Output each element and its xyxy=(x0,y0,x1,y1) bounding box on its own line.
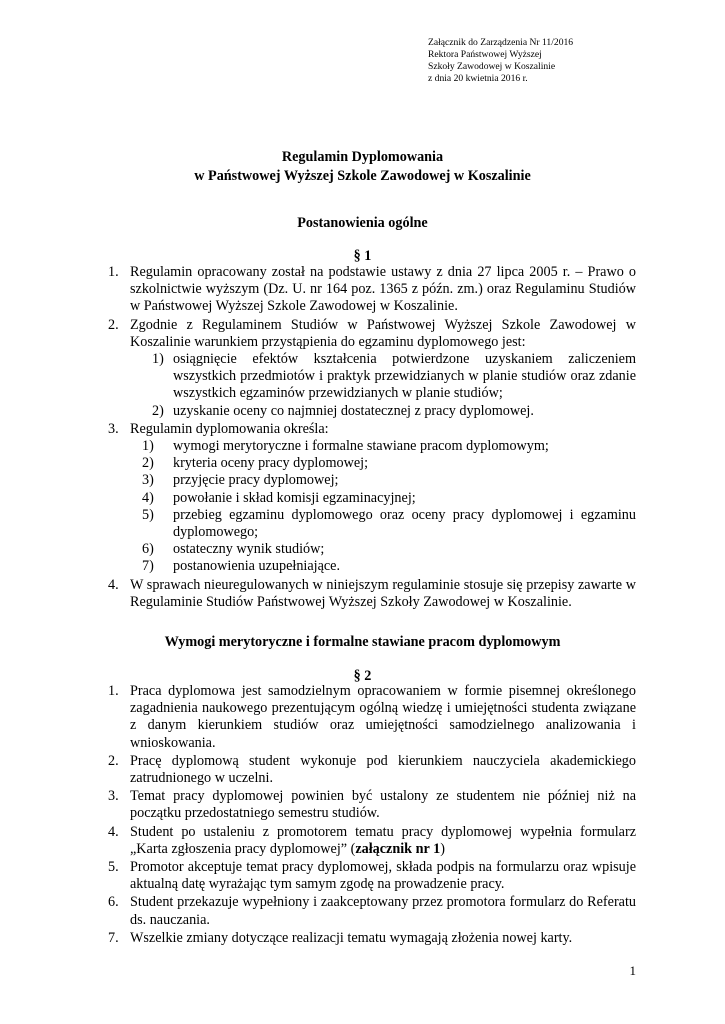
list-item-number: 6. xyxy=(108,894,119,911)
list-item xyxy=(0,753,725,787)
sub-item-number: 1) xyxy=(142,438,154,455)
sub-item xyxy=(130,472,636,489)
sub-item-text: powołanie i skład komisji egzaminacyjnej; xyxy=(173,489,416,506)
sub-item xyxy=(130,541,636,558)
sub-item xyxy=(130,438,636,455)
list-item-text: Pracę dyplomową student wykonuje pod kierunkiem nauczyciela akademickiego zatrudnionego w uczelni. xyxy=(130,752,636,787)
list-item xyxy=(0,683,725,752)
list-item-text: Wszelkie zmiany dotyczące realizacji tematu wymagają złożenia nowej karty. xyxy=(130,929,573,946)
list-item-text: Student przekazuje wypełniony i zaakceptowany przez promotora formularz do Referatu ds. nauczania. xyxy=(130,894,636,928)
sub-item xyxy=(130,507,636,541)
page-number: 1 xyxy=(629,963,636,978)
sub-item-number: 7) xyxy=(142,558,154,575)
document-title-line: Regulamin Dyplomowania xyxy=(281,149,444,165)
list-item-text-part: Student po ustaleniu z promotorem tematu pracy dyplomowej wypełnia formularz „Karta zgłoszenia pracy dyplomowej” ( xyxy=(130,823,636,857)
list-item-number: 4. xyxy=(108,576,119,593)
sub-item-text: ostateczny wynik studiów; xyxy=(173,541,325,558)
sub-item xyxy=(130,455,636,472)
list-item xyxy=(0,577,725,611)
list-item-text: Praca dyplomowa jest samodzielnym opracowaniem w formie pisemnej określonego zagadnienia naukowego prezentującym ogólną wiedzę i umiejętności studenta związane z danym kierunkiem studiów oraz umiejętności samodzielnego analizowania i wnioskowania. xyxy=(130,683,636,751)
attachment-note-line: z dnia 20 kwietnia 2016 r. xyxy=(428,73,528,84)
list-item xyxy=(0,788,725,822)
list-item xyxy=(0,930,725,947)
list-item-number: 3. xyxy=(108,420,119,437)
list-item-number: 5. xyxy=(108,859,119,876)
list-item-text: Promotor akceptuje temat pracy dyplomowej, składa podpis na formularzu oraz wpisuje aktualną datę wyrażając tym samym zgodę na prowadzenie pracy. xyxy=(130,859,636,893)
attachment-note-line: Załącznik do Zarządzenia Nr 11/2016 xyxy=(428,37,574,48)
attachment-note-line: Szkoły Zawodowej w Koszalinie xyxy=(428,61,556,72)
list-item-text xyxy=(130,824,636,858)
sub-item-text: kryteria oceny pracy dyplomowej; xyxy=(173,455,369,472)
attachment-note-line: Rektora Państwowej Wyższej xyxy=(428,49,542,60)
sub-item-text: osiągnięcie efektów kształcenia potwierdzone uzyskaniem zaliczeniem wszystkich przedmiotów i praktyk przewidzianych w planie studiów oraz zdanie wszystkich egzaminów przewidzianych w planie studiów; xyxy=(173,351,636,402)
list-item-text: Regulamin dyplomowania określa: xyxy=(130,420,329,437)
paragraph-mark-1: § 1 xyxy=(353,248,372,264)
sub-item-text: przyjęcie pracy dyplomowej; xyxy=(173,472,339,489)
list-item-number: 3. xyxy=(108,788,119,805)
sub-item-number: 2) xyxy=(152,402,164,419)
sub-item xyxy=(130,351,636,403)
sub-item-text: uzyskanie oceny co najmniej dostatecznej z pracy dyplomowej. xyxy=(173,402,534,419)
sub-item-number: 4) xyxy=(142,489,154,506)
list-item xyxy=(0,859,725,893)
list-item-number: 4. xyxy=(108,823,119,840)
list-item-number: 1. xyxy=(108,683,119,699)
sub-item-number: 2) xyxy=(142,455,154,472)
list-item xyxy=(0,421,725,576)
list-item-number: 2. xyxy=(108,752,119,769)
paragraph-mark-2: § 2 xyxy=(353,668,372,684)
list-item-number: 1. xyxy=(108,264,119,280)
document-title xyxy=(0,148,725,186)
section-heading-requirements: Wymogi merytoryczne i formalne stawiane pracom dyplomowym xyxy=(164,634,561,650)
sub-item-number: 3) xyxy=(142,472,154,489)
sub-item-text: wymogi merytoryczne i formalne stawiane pracom dyplomowym; xyxy=(173,438,549,455)
section2-list xyxy=(0,683,725,948)
sub-item xyxy=(130,403,636,420)
list-item xyxy=(0,824,725,858)
section-heading-general: Postanowienia ogólne xyxy=(297,215,428,231)
sub-item-number: 1) xyxy=(152,351,164,368)
attachment-note xyxy=(428,37,573,85)
list-item xyxy=(0,894,725,928)
section1-list xyxy=(0,264,725,612)
list-item-number: 7. xyxy=(108,929,119,946)
list-item-text: Regulamin opracowany został na podstawie ustawy z dnia 27 lipca 2005 r. – Prawo o szkolnictwie wyższym (Dz. U. nr 164 poz. 1365 z późn. zm.) oraz Regulaminu Studiów w Państwowej Wyższej Szkole Zawodowej w Koszalinie. xyxy=(130,264,636,315)
list-item-number: 2. xyxy=(108,316,119,333)
sub-item xyxy=(130,490,636,507)
document-title-line: w Państwowej Wyższej Szkole Zawodowej w Koszalinie xyxy=(194,168,531,184)
list-item-text: W sprawach nieuregulowanych w niniejszym regulaminie stosuje się przepisy zawarte w Regulaminie Studiów Państwowej Wyższej Szkoły Zawodowej w Koszalinie. xyxy=(130,576,636,610)
attachment-reference: załącznik nr 1 xyxy=(355,840,441,857)
sub-item-number: 5) xyxy=(142,506,154,523)
sub-item-text: postanowienia uzupełniające. xyxy=(173,558,341,575)
list-item xyxy=(0,264,725,316)
list-item-text: Zgodnie z Regulaminem Studiów w Państwowej Wyższej Szkole Zawodowej w Koszalinie warunkiem przystąpienia do egzaminu dyplomowego jest: xyxy=(130,316,636,350)
sub-item-text: przebieg egzaminu dyplomowego oraz oceny pracy dyplomowej i egzaminu dyplomowego; xyxy=(173,506,636,541)
sub-item-number: 6) xyxy=(142,541,154,558)
list-item-text-part: ) xyxy=(440,840,445,857)
list-item xyxy=(0,317,725,420)
sub-item xyxy=(130,558,636,575)
list-item-text: Temat pracy dyplomowej powinien być ustalony ze studentem nie później niż na początku przedostatniego semestru studiów. xyxy=(130,788,636,822)
